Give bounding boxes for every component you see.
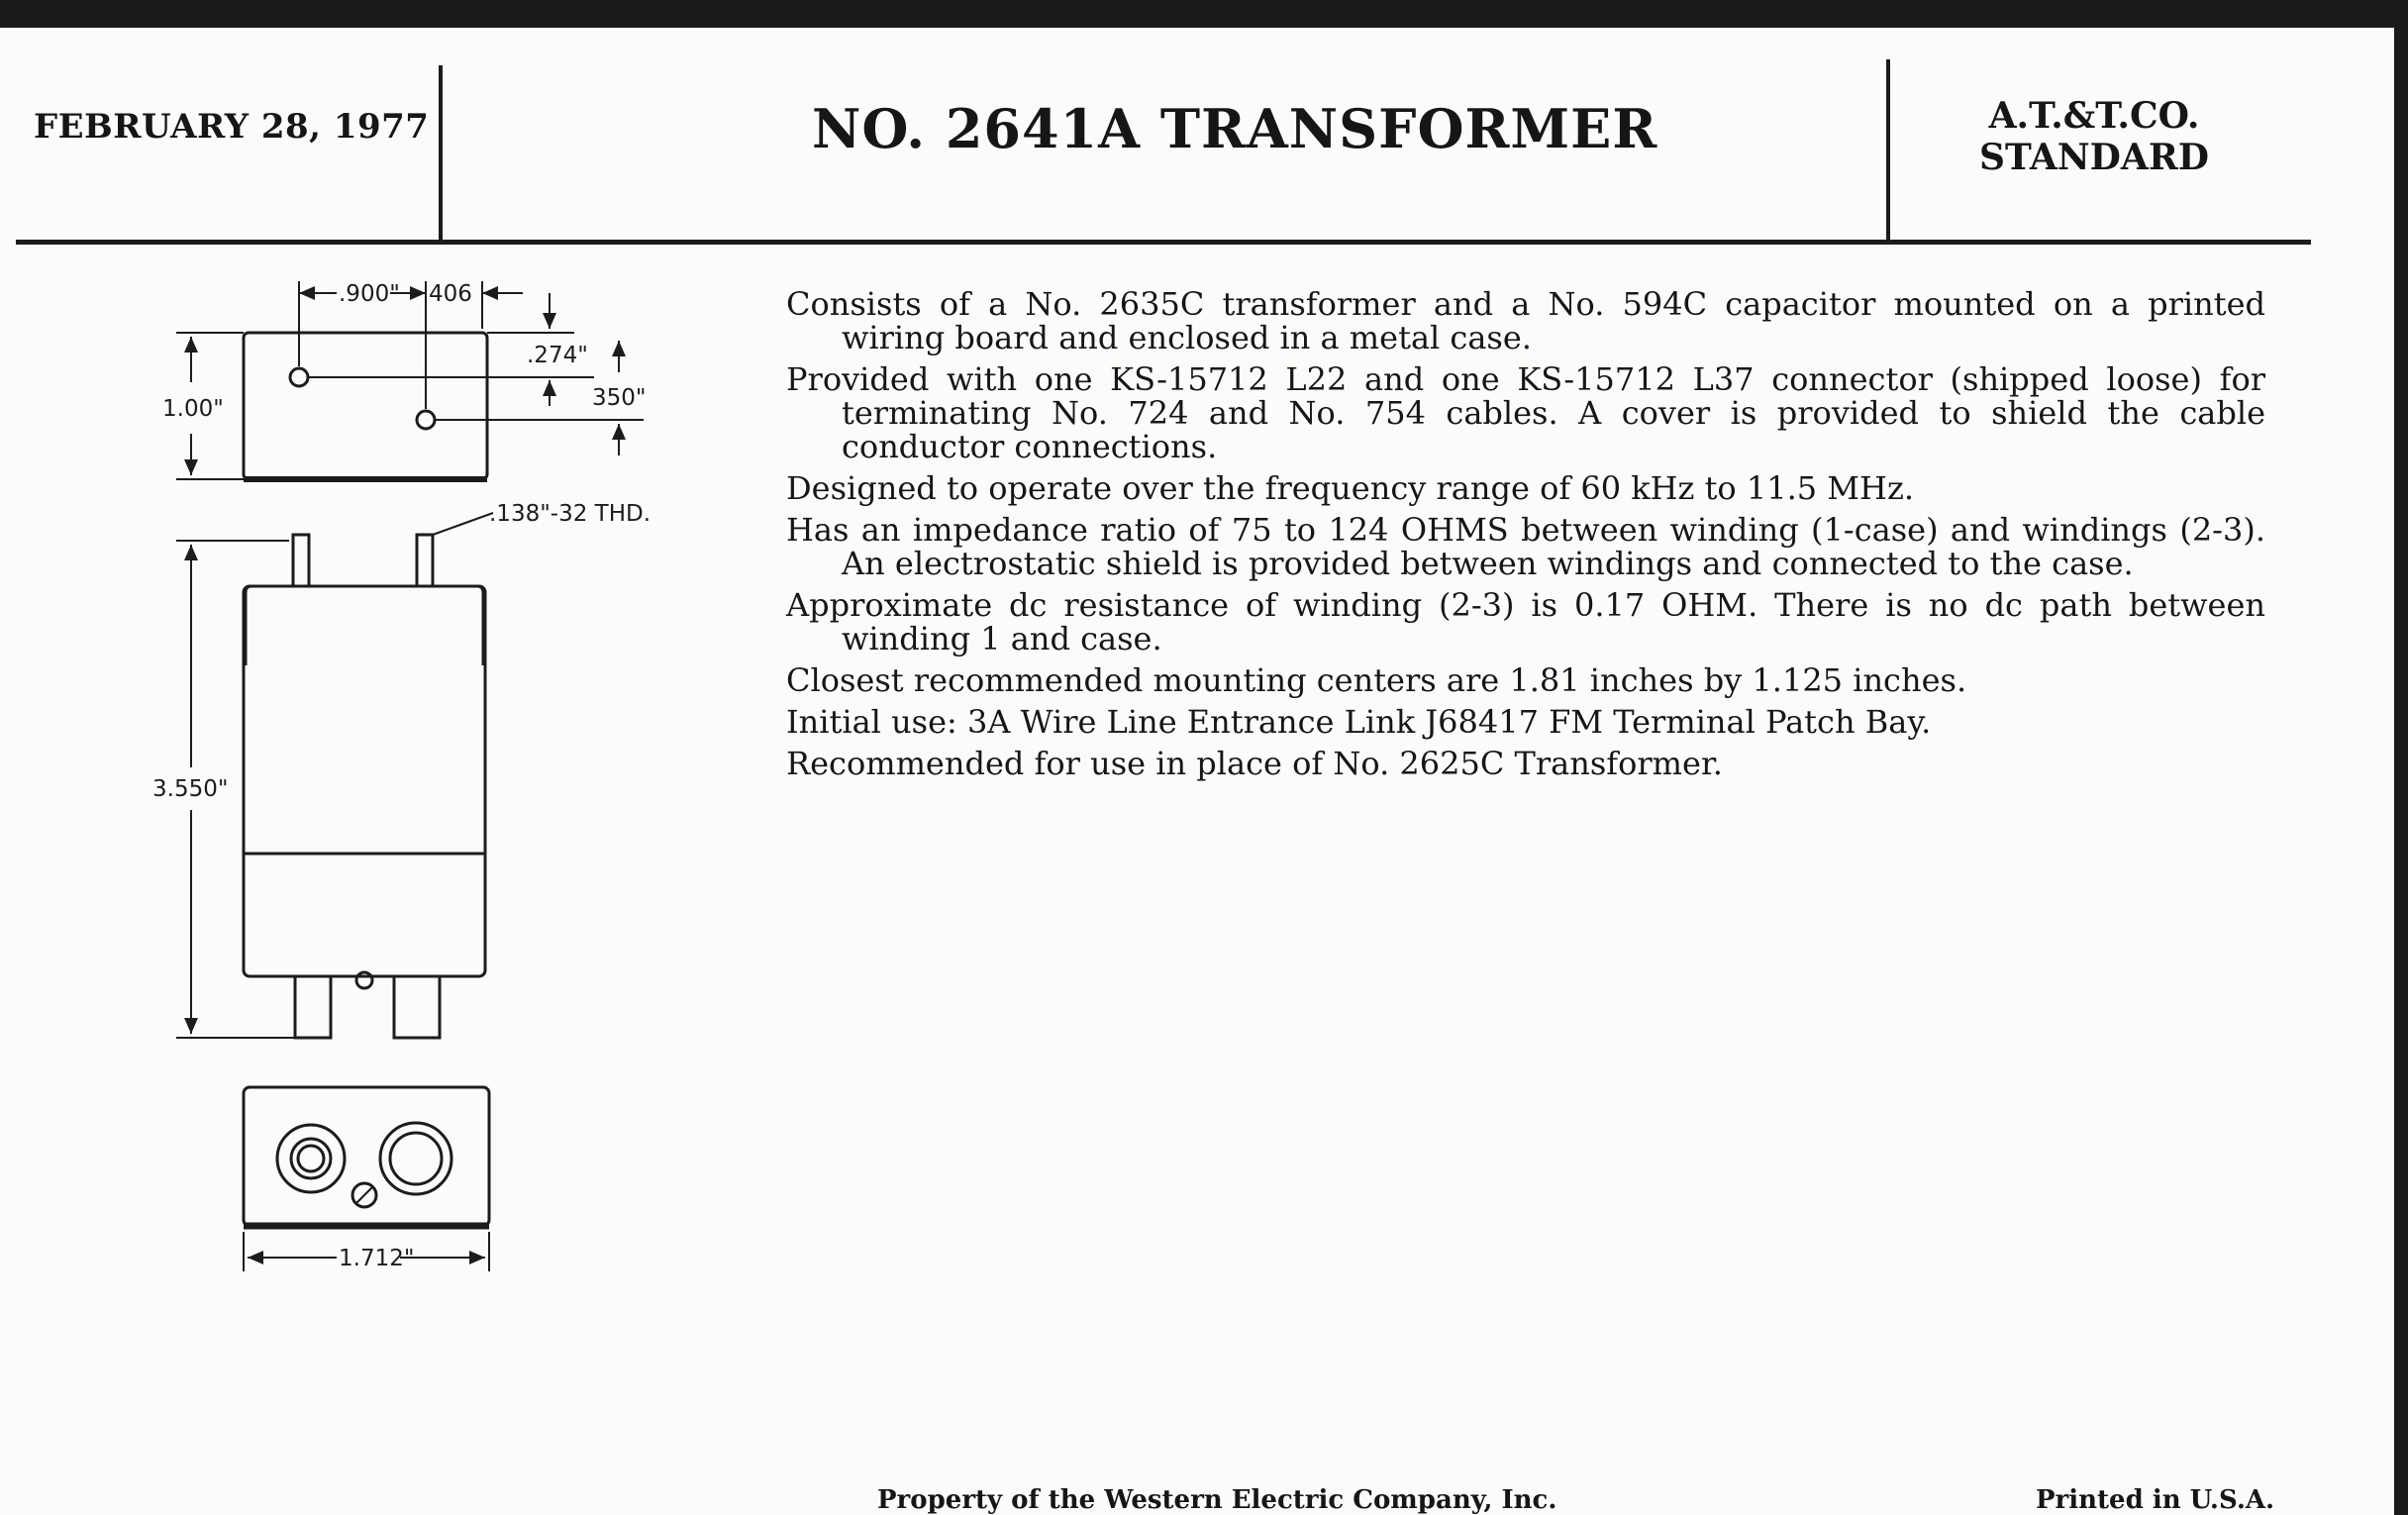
standard-line-2: STANDARD (1979, 137, 2209, 178)
footer-printed: Printed in U.S.A. (2036, 1485, 2275, 1515)
transformer-drawing (0, 0, 713, 1515)
issue-date: FEBRUARY 28, 1977 (34, 107, 430, 147)
paragraph-3: Designed to operate over the frequency range of 60 kHz to 11.5 MHz. (786, 469, 1914, 507)
dimension-arrows (184, 286, 626, 1264)
case-body (244, 586, 485, 976)
dim-body-height: 3.550" (152, 776, 229, 802)
top-view-body (244, 333, 487, 479)
paragraph-1: Consists of a No. 2635C transformer and a No. 594C capacitor mounted on a printed wiring board and enclosed in a metal case. (786, 285, 2265, 356)
paragraph-6: Closest recommended mounting centers are 1.81 inches by 1.125 inches. (786, 661, 1967, 699)
mounting-hole-1 (290, 368, 308, 386)
dim-top-offset: .274" (527, 343, 588, 368)
thread-label: .138"-32 THD. (489, 501, 652, 527)
ground-screw (356, 972, 372, 988)
dim-hole-spacing: .900" (339, 281, 400, 307)
bottom-view (244, 1087, 489, 1271)
footer-property: Property of the Western Electric Company, Inc. (877, 1485, 1557, 1515)
paragraph-5: Approximate dc resistance of winding (2-3) is 0.17 OHM. There is no dc path between winding 1 and case. (786, 586, 2265, 657)
cover-outline (246, 586, 483, 665)
dim-width: 1.712" (339, 1246, 415, 1271)
dim-top-height: 1.00" (162, 396, 224, 422)
description-body (786, 287, 2265, 788)
header-divider-right (1886, 59, 1890, 240)
connector-1 (295, 976, 331, 1038)
paragraph-2: Provided with one KS-15712 L22 and one KS-15712 L37 connector (shipped loose) for terminating No. 724 and No. 754 cables. A cover is provided to shield the cable conductor connections. (786, 360, 2265, 465)
standard-line-1: A.T.&T.CO. (1988, 95, 2200, 137)
mounting-hole-2 (417, 411, 435, 429)
paragraph-7: Initial use: 3A Wire Line Entrance Link J68417 FM Terminal Patch Bay. (786, 703, 1932, 741)
dim-hole-offset: 406 (429, 281, 472, 307)
side-view (176, 513, 493, 1038)
terminal-stud-1 (293, 535, 309, 586)
top-view (176, 281, 647, 479)
paragraph-8: Recommended for use in place of No. 2625C Transformer. (786, 745, 1723, 782)
connector-socket-1 (277, 1125, 345, 1192)
terminal-stud-2 (417, 535, 433, 586)
dim-hole-vertical: 350" (592, 385, 647, 411)
connector-2 (394, 976, 440, 1038)
document-title: NO. 2641A TRANSFORMER (812, 97, 1658, 160)
standard-block (1960, 95, 2228, 178)
paragraph-4: Has an impedance ratio of 75 to 124 OHMS between winding (1-case) and windings (2-3). An electrostatic shield is provided between windings and connected to the case. (786, 511, 2265, 582)
